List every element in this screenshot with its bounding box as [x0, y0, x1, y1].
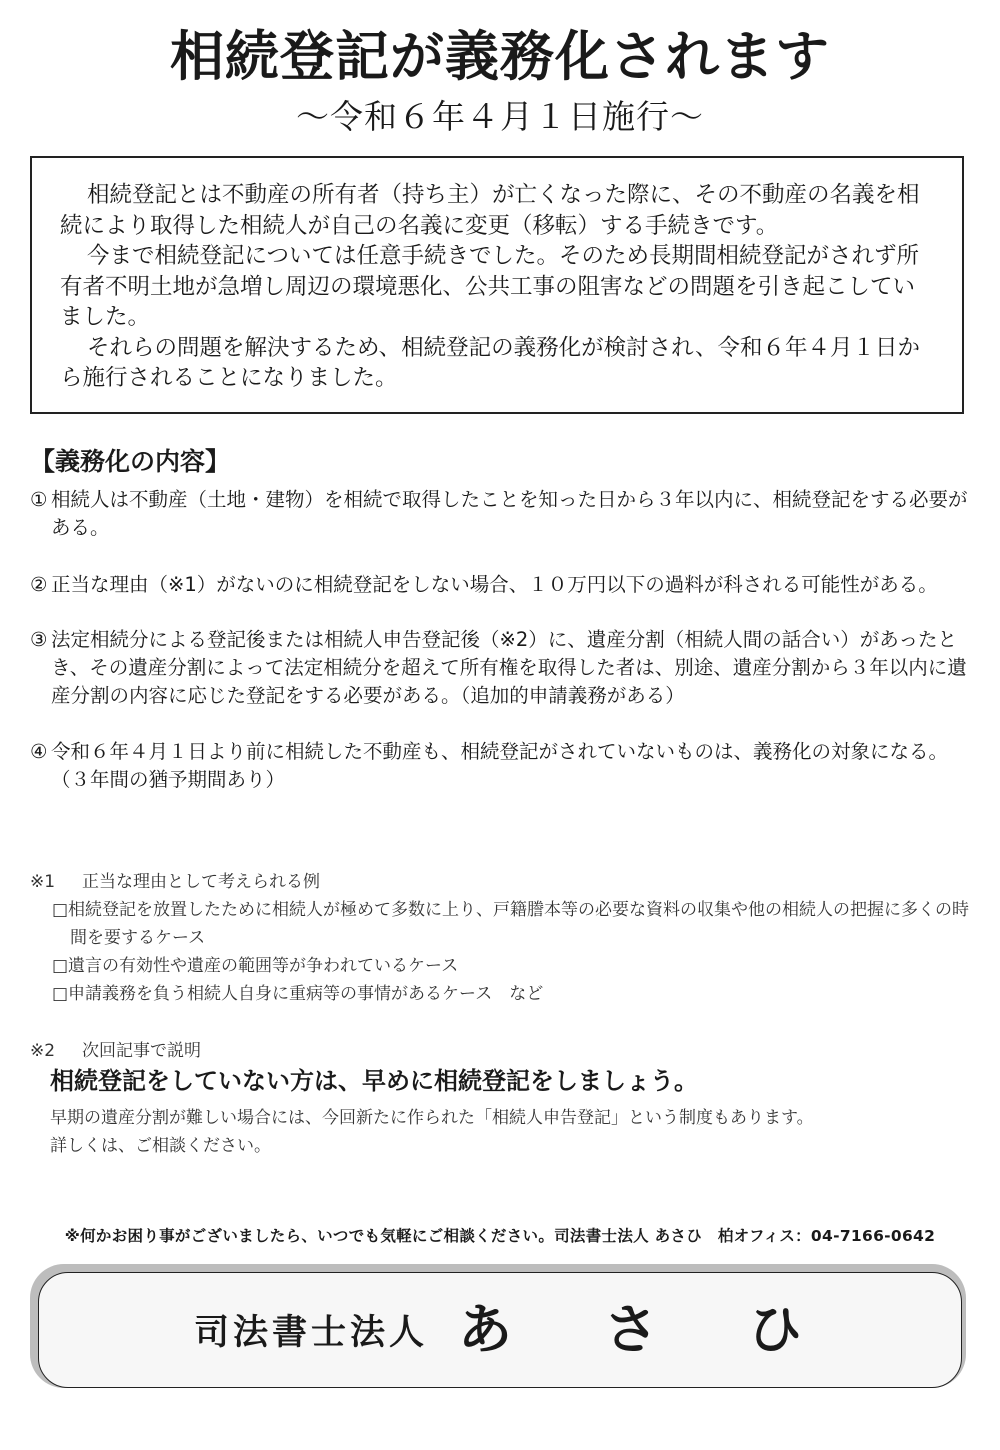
page-title: 相続登記が義務化されます — [170, 25, 830, 88]
page-subtitle: ～令和６年４月１日施行～ — [296, 97, 704, 136]
duty-text: 相続人は不動産（土地・建物）を相続で取得したことを知った日から３年以内に、相続登記をする必要がある。 — [51, 488, 968, 539]
section-heading: 【義務化の内容】 — [30, 447, 231, 476]
note-1-title-text: 正当な理由として考えられる例 — [82, 872, 320, 892]
intro-paragraph: 今まで相続登記については任意手続きでした。そのため長期間相続登記がされず所有者不明土地が急増し周辺の環境悪化、公共工事の阻害などの問題を引き起こしていました。 — [60, 243, 920, 330]
duty-number: ④ — [30, 740, 48, 763]
intro-paragraph: 相続登記とは不動産の所有者（持ち主）が亡くなった際に、その不動産の名義を相続により取得した相続人が自己の名義に変更（移転）する手続きです。 — [60, 182, 920, 239]
contact-line: ※何かお困り事がございましたら、いつでも気軽にご相談ください。司法書士法人 あさひ 柏オフィス：04-7166-0642 — [64, 1227, 936, 1245]
note-1-title — [30, 868, 970, 896]
intro-paragraph: それらの問題を解決するため、相続登記の義務化が検討され、令和６年４月１日から施行されることになりました。 — [60, 334, 920, 391]
duty-text: 正当な理由（※1）がないのに相続登記をしない場合、１０万円以下の過料が科される可能性がある。 — [51, 573, 938, 596]
banner-name-char: さ — [604, 1297, 658, 1361]
note-1-item: □遺言の有効性や遺産の範囲等が争われているケース — [52, 956, 459, 976]
intro-box — [30, 156, 964, 414]
callout-line: 詳しくは、ご相談ください。 — [50, 1136, 271, 1156]
duty-item — [30, 571, 970, 599]
banner-name-char: ひ — [748, 1297, 802, 1361]
note-1-item: □申請義務を負う相続人自身に重病等の事情があるケース など — [52, 984, 544, 1004]
duty-number: ① — [30, 488, 48, 511]
callout-line: 早期の遺産分割が難しい場合には、今回新たに作られた「相続人申告登記」という制度もあります。 — [50, 1108, 814, 1128]
callout-body — [50, 1104, 814, 1160]
banner-name-char: あ — [458, 1297, 512, 1361]
note-1-item: □相続登記を放置したために相続人が極めて多数に上り、戸籍謄本等の必要な資料の収集や他の相続人の把握に多くの時間を要するケース — [52, 900, 970, 948]
banner-org-label: 司法書士法人 — [194, 1312, 429, 1353]
note-2-mark: ※2 — [30, 1041, 56, 1061]
duty-text: 法定相続分による登記後または相続人申告登記後（※2）に、遺産分割（相続人間の話合い）があったとき、その遺産分割によって法定相続分を超えて所有権を取得した者は、別途、遺産分割から３年以内に遺産分割の内容に応じた登記をする必要がある。（追加的申請義務がある） — [51, 628, 967, 707]
callout-heading: 相続登記をしていない方は、早めに相続登記をしましょう。 — [50, 1067, 698, 1095]
note-1 — [30, 868, 970, 1008]
note-1-mark: ※1 — [30, 872, 56, 892]
duty-item — [30, 486, 970, 542]
note-2-title: 次回記事で説明 — [82, 1041, 201, 1061]
note-2 — [30, 1038, 201, 1064]
duty-text: 令和６年４月１日より前に相続した不動産も、相続登記がされていないものは、義務化の対象になる。（３年間の猶予期間あり） — [51, 740, 949, 791]
duty-item — [30, 738, 970, 794]
duty-item — [30, 626, 970, 710]
duty-number: ③ — [30, 628, 48, 651]
duty-number: ② — [30, 573, 48, 596]
